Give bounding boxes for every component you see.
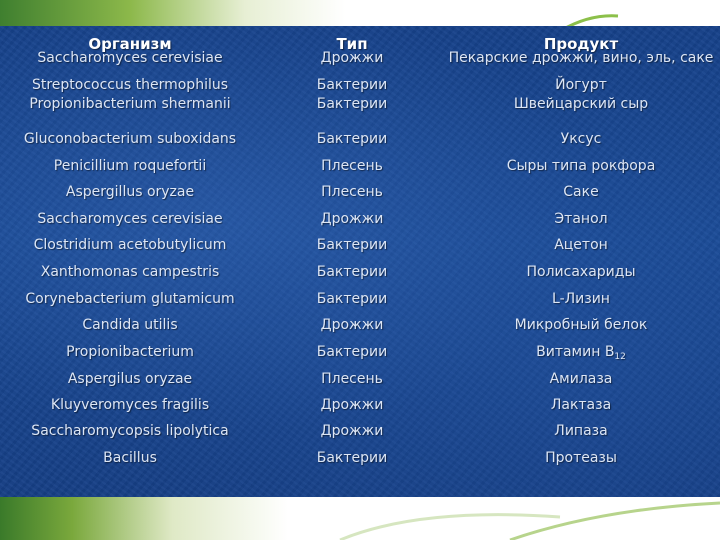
cell-type <box>317 264 388 280</box>
cell-product-text: Сыры типа рокфора <box>506 158 656 174</box>
cell-organism-text: Kluyveromyces fragilis <box>50 397 210 413</box>
cell-type-text: Бактерии <box>316 96 388 112</box>
bottom-swoosh-decor <box>300 497 720 540</box>
cell-organism <box>68 371 192 387</box>
cell-type <box>321 317 384 333</box>
cell-organism-text: Xanthomonas campestris <box>40 264 220 280</box>
cell-product <box>555 77 607 93</box>
header-type: Тип <box>336 35 368 53</box>
cell-organism <box>51 397 209 413</box>
header-organism: Организм <box>88 35 172 53</box>
cell-organism-text: Streptococcus thermophilus <box>31 77 229 93</box>
cell-type <box>321 211 384 227</box>
cell-organism-text: Saccharomycopsis lipolytica <box>31 423 229 439</box>
cell-organism-text: Corynebacterium glutamicum <box>25 291 235 307</box>
cell-product-text: Микробный белок <box>514 317 648 333</box>
cell-type <box>317 291 388 307</box>
cell-type-text: Плесень <box>321 184 383 200</box>
cell-product <box>554 237 608 253</box>
cell-product <box>545 450 617 466</box>
cell-organism-text: Saccharomyces cerevisiae <box>37 211 223 227</box>
cell-organism-text: Clostridium acetobutylicum <box>33 237 227 253</box>
cell-type <box>317 96 388 112</box>
cell-type <box>317 131 388 147</box>
cell-product-text: Саке <box>563 184 599 200</box>
cell-organism-text: Penicillium roquefortii <box>53 158 207 174</box>
cell-type <box>321 371 383 387</box>
cell-organism <box>82 317 177 333</box>
cell-type-text: Бактерии <box>316 131 388 147</box>
cell-product <box>449 50 714 66</box>
cell-organism-text: Gluconobacterium suboxidans <box>23 131 237 147</box>
cell-type-text: Дрожжи <box>320 317 384 333</box>
cell-product-text: Йогурт <box>555 77 607 93</box>
cell-organism-text: Bacillus <box>103 450 157 466</box>
cell-product <box>515 317 648 333</box>
cell-type-text: Бактерии <box>316 344 388 360</box>
cell-organism-text: Aspergillus oryzae <box>65 184 195 200</box>
cell-product <box>561 131 602 147</box>
cell-product-text: Липаза <box>554 423 608 439</box>
cell-organism <box>37 50 222 66</box>
cell-product-text: Ацетон <box>554 237 608 253</box>
cell-organism <box>66 184 194 200</box>
subscript: 12 <box>614 352 626 362</box>
cell-product-text: Полисахариды <box>526 264 636 280</box>
cell-organism <box>66 344 194 360</box>
cell-product <box>563 184 598 200</box>
cell-organism <box>54 158 206 174</box>
cell-organism <box>32 77 228 93</box>
cell-organism <box>31 423 228 439</box>
cell-type <box>321 184 383 200</box>
cell-type-text: Бактерии <box>316 237 388 253</box>
cell-product-text: Лактаза <box>550 397 612 413</box>
cell-product-text: Витамин B <box>536 344 615 360</box>
cell-type-text: Дрожжи <box>320 50 384 66</box>
cell-organism <box>24 131 236 147</box>
cell-product <box>554 423 607 439</box>
cell-organism-text: Propionibacterium <box>66 344 194 360</box>
cell-organism <box>37 211 222 227</box>
cell-organism-text: Saccharomyces cerevisiae <box>37 50 223 66</box>
cell-type-text: Дрожжи <box>320 423 384 439</box>
cell-organism <box>25 291 234 307</box>
cell-organism-text: Candida utilis <box>82 317 178 333</box>
cell-product-text: L-Лизин <box>552 291 610 307</box>
cell-type-text: Бактерии <box>316 450 388 466</box>
cell-organism <box>34 237 227 253</box>
cell-organism-text: Aspergilus oryzae <box>67 371 193 387</box>
cell-type <box>317 450 388 466</box>
cell-product <box>536 344 626 365</box>
cell-type-text: Дрожжи <box>320 397 384 413</box>
cell-type-text: Бактерии <box>316 291 388 307</box>
cell-product <box>550 371 613 387</box>
cell-product <box>527 264 636 280</box>
cell-type <box>321 50 384 66</box>
cell-type-text: Дрожжи <box>320 211 384 227</box>
table-panel <box>0 26 720 497</box>
cell-product-text: Швейцарский сыр <box>513 96 649 112</box>
cell-product-text: Амилаза <box>549 371 613 387</box>
cell-product <box>552 291 610 307</box>
cell-product <box>507 158 656 174</box>
cell-type <box>321 158 383 174</box>
cell-type-text: Бактерии <box>316 264 388 280</box>
header-product: Продукт <box>543 35 619 53</box>
cell-type-text: Плесень <box>321 371 383 387</box>
cell-type <box>317 77 388 93</box>
cell-type-text: Бактерии <box>316 77 388 93</box>
cell-organism <box>29 96 230 112</box>
cell-type <box>317 237 388 253</box>
cell-type <box>317 344 388 360</box>
cell-type <box>321 423 384 439</box>
cell-organism <box>103 450 157 466</box>
cell-product <box>554 211 607 227</box>
cell-organism-text: Propionibacterium shermanii <box>29 96 231 112</box>
cell-product <box>551 397 611 413</box>
cell-product <box>514 96 648 112</box>
cell-product-text: Протеазы <box>545 450 617 466</box>
cell-product-text: Этанол <box>554 211 608 227</box>
cell-product-text: Пекарские дрожжи, вино, эль, саке <box>448 50 714 66</box>
cell-product-text: Уксус <box>560 131 602 147</box>
cell-organism <box>41 264 220 280</box>
cell-type <box>321 397 384 413</box>
cell-type-text: Плесень <box>321 158 383 174</box>
